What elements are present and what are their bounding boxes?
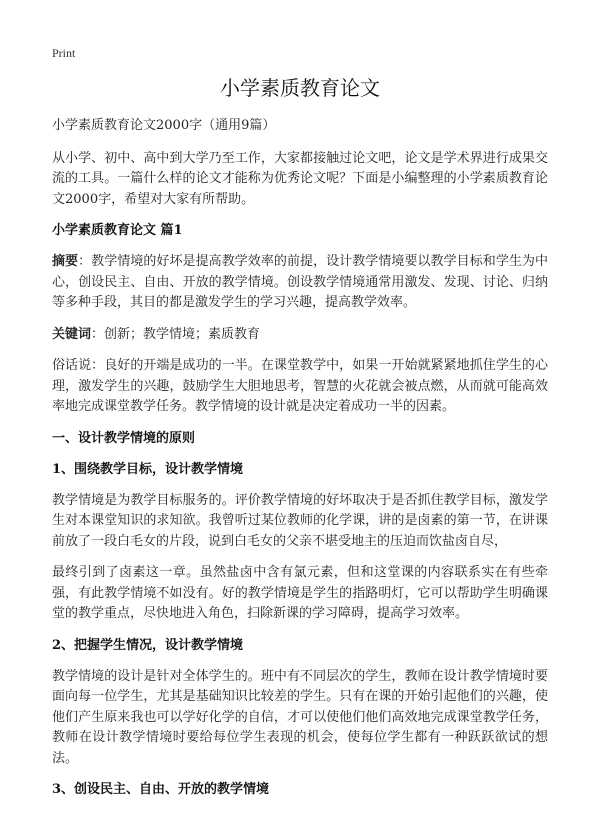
- intro-paragraph: 从小学、初中、高中到大学乃至工作，大家都接触过论文吧，论文是学术界进行成果交流的工具。一篇什么样的论文才能称为优秀论文呢？下面是小编整理的小学素质教育论文2000字，希望对大家有所帮助。: [52, 150, 548, 207]
- abstract-paragraph: [52, 252, 548, 314]
- proverb-paragraph: 俗话说：良好的开端是成功的一半。在课堂教学中，如果一开始就紧紧地抓住学生的心理，激发学生的兴趣，鼓励学生大胆地思考，智慧的火花就会被点燃，从而就可能高效率地完成课堂教学任务。教学情境的设计就是决定着成功一半的因素。: [52, 358, 548, 414]
- article-heading: 小学素质教育论文 篇1: [52, 223, 183, 238]
- subheading-open-environment: 3、创设民主、自由、开放的教学情境: [52, 782, 270, 797]
- keywords-text: ：创新；教学情境；素质教育: [91, 326, 261, 342]
- document-title: 小学素质教育论文: [220, 76, 380, 100]
- print-label: Print: [52, 46, 76, 60]
- abstract-label: 摘要: [52, 254, 79, 269]
- document-subtitle: 小学素质教育论文2000字（通用9篇）: [52, 118, 276, 133]
- keywords-paragraph: [52, 325, 548, 346]
- paragraph-teaching-goal-1: 教学情境是为教学目标服务的。评价教学情境的好坏取决于是否抓住教学目标，激发学生对本课堂知识的求知欲。我曾听过某位教师的化学课，讲的是卤素的第一节，在讲课前放了一段白毛女的片段，说到白毛女的父亲不堪受地主的压迫而饮盐卤自尽，: [52, 492, 548, 549]
- keywords-label: 关键词: [52, 326, 92, 342]
- abstract-text: ：教学情境的好坏是提高教学效率的前提，设计教学情境要以教学目标和学生为中心，创设民主、自由、开放的教学情境。创设教学情境通常用激发、发现、讨论、归纳等多种手段，其目的都是激发学生的学习兴趣，提高教学效率。: [52, 254, 548, 310]
- subheading-teaching-goal: 1、围绕教学目标，设计教学情境: [52, 461, 244, 477]
- subheading-student-situation: 2、把握学生情况，设计教学情境: [52, 637, 244, 653]
- paragraph-student-situation: 教学情境的设计是针对全体学生的。班中有不同层次的学生，教师在设计教学情境时要面向每一位学生，尤其是基础知识比较差的学生。只有在课的开始引起他们的兴趣，使他们产生原来我也可以学好化学的自信，才可以使他们他们高效地完成课堂教学任务，教师在设计教学情境时要给每位学生表现的机会，使每位学生都有一种跃跃欲试的想法。: [52, 668, 548, 766]
- paragraph-teaching-goal-2: 最终引到了卤素这一章。虽然盐卤中含有氯元素，但和这堂课的内容联系实在有些牵强，有此教学情境不如没有。好的教学情境是学生的指路明灯，它可以帮助学生明确课堂的教学重点，尽快地进入角色，扫除新课的学习障碍，提高学习效率。: [52, 565, 548, 621]
- section-heading-principles: 一、设计教学情境的原则: [52, 430, 196, 446]
